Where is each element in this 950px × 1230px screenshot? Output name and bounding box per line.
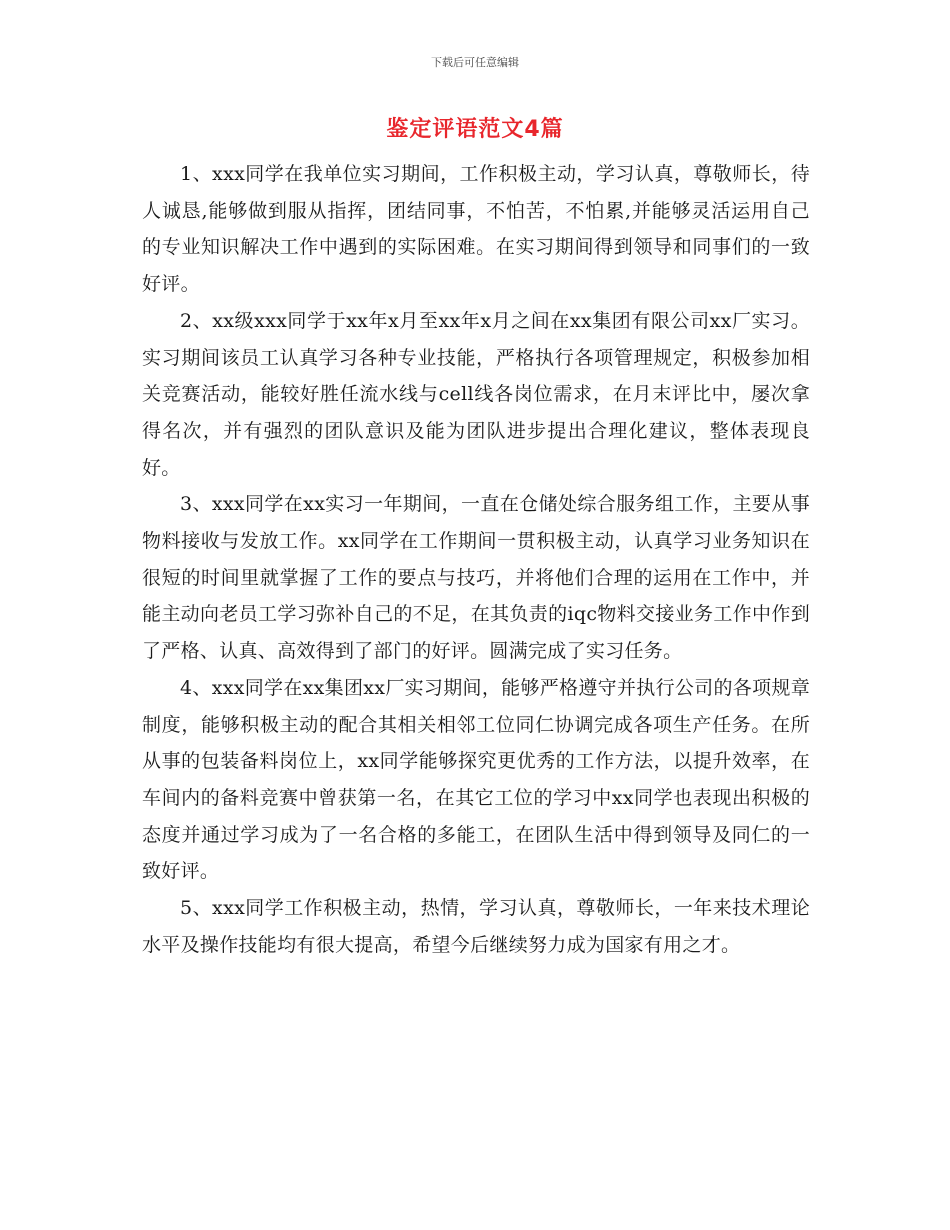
paragraph-2: 2、xx级xxx同学于xx年x月至xx年x月之间在xx集团有限公司xx厂实习。实习期间该员工认真学习各种专业技能，严格执行各项管理规定，积极参加相关竞赛活动，能较好胜任流水线与cell线各岗位需求，在月末评比中，屡次拿得名次，并有强烈的团队意识及能为团队进步提出合理化建议，整体表现良好。 [142, 309, 810, 479]
header-note: 下载后可任意编辑 [431, 56, 519, 69]
paragraph-3: 3、xxx同学在xx实习一年期间，一直在仓储处综合服务组工作，主要从事物料接收与发放工作。xx同学在工作期间一贯积极主动，认真学习业务知识在很短的时间里就掌握了工作的要点与技巧，并将他们合理的运用在工作中，并能主动向老员工学习弥补自己的不足，在其负责的iqc物料交接业务工作中作到了严格、认真、高效得到了部门的好评。圆满完成了实习任务。 [142, 493, 810, 663]
paragraph-4: 4、xxx同学在xx集团xx厂实习期间，能够严格遵守并执行公司的各项规章制度，能够积极主动的配合其相关相邻工位同仁协调完成各项生产任务。在所从事的包装备料岗位上，xx同学能够探究更优秀的工作方法，以提升效率，在车间内的备料竞赛中曾获第一名，在其它工位的学习中xx同学也表现出积极的态度并通过学习成为了一名合格的多能工，在团队生活中得到领导及同仁的一致好评。 [142, 676, 810, 883]
paragraph-5: 5、xxx同学工作积极主动，热情，学习认真，尊敬师长，一年来技术理论水平及操作技能均有很大提高，希望今后继续努力成为国家有用之才。 [142, 897, 810, 956]
document-body [142, 156, 810, 963]
document-title: 鉴定评语范文4篇 [386, 117, 564, 142]
paragraph-1: 1、xxx同学在我单位实习期间，工作积极主动，学习认真，尊敬师长，待人诚恳,能够做到服从指挥，团结同事，不怕苦，不怕累,并能够灵活运用自己的专业知识解决工作中遇到的实际困难。在实习期间得到领导和同事们的一致好评。 [142, 163, 810, 296]
